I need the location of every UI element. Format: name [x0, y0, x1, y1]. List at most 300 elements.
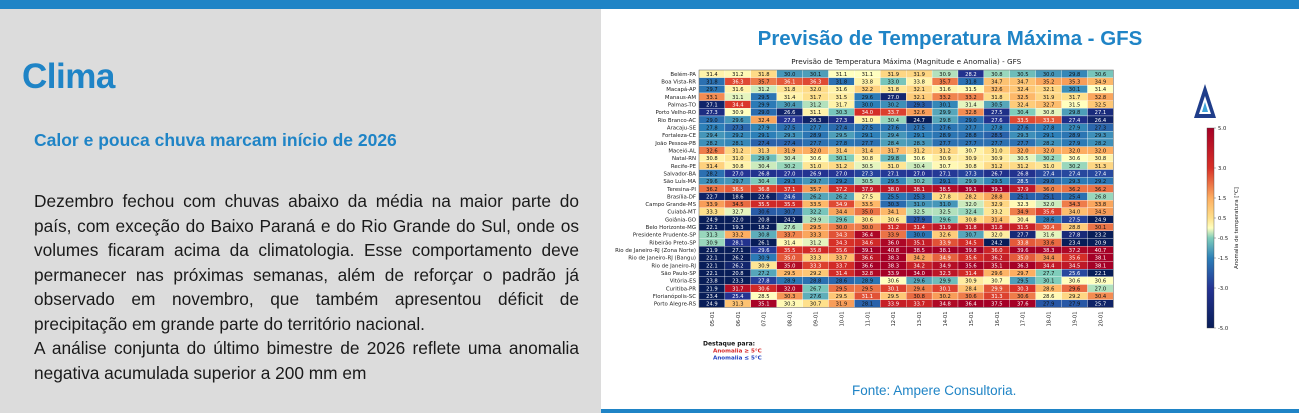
- cell-value: 30.4: [1016, 217, 1029, 224]
- cell-value: 39.6: [1016, 248, 1029, 255]
- cell-value: 27.0: [1094, 286, 1107, 293]
- column-label: 18-01: [1046, 311, 1053, 327]
- cell-value: 29.5: [835, 286, 848, 293]
- cell-value: 27.0: [783, 171, 796, 178]
- cell-value: 31.0: [809, 163, 822, 170]
- cell-value: 27.8: [835, 140, 848, 147]
- cell-value: 36.4: [861, 232, 874, 239]
- cell-value: 21.9: [706, 286, 718, 293]
- cell-value: 29.1: [939, 179, 951, 186]
- cell-value: 30.6: [887, 217, 900, 224]
- cell-value: 30.9: [939, 71, 951, 78]
- cell-value: 24.9: [706, 217, 718, 224]
- cell-value: 30.8: [1042, 110, 1055, 117]
- cell-value: 31.4: [706, 163, 718, 170]
- cell-value: 37.5: [991, 301, 1003, 308]
- chart-title: Previsão de Temperatura Máxima (Magnitude e Anomalia) - GFS: [791, 57, 1022, 66]
- cell-value: 35.0: [1016, 255, 1029, 262]
- cell-value: 35.7: [757, 79, 770, 86]
- cell-value: 33.9: [887, 232, 900, 239]
- cell-value: 27.8: [783, 117, 796, 124]
- cell-value: 28.2: [1094, 140, 1107, 147]
- cell-value: 26.8: [1094, 194, 1107, 201]
- cell-value: 32.6: [939, 232, 951, 239]
- cell-value: 31.8: [706, 79, 718, 86]
- column-label: 10-01: [839, 311, 846, 327]
- cell-value: 34.5: [732, 202, 744, 209]
- cell-value: 26.9: [809, 171, 822, 178]
- cell-value: 32.0: [1068, 148, 1081, 155]
- cell-value: 34.4: [1042, 263, 1055, 270]
- cell-value: 28.2: [965, 194, 977, 201]
- cell-value: 28.2: [706, 171, 718, 178]
- cell-value: 27.3: [965, 171, 977, 178]
- cell-value: 24.6: [783, 194, 796, 201]
- cell-value: 29.3: [1016, 133, 1029, 140]
- cell-value: 32.2: [809, 209, 822, 216]
- cell-value: 31.5: [1068, 102, 1081, 109]
- cell-value: 33.9: [939, 240, 951, 247]
- cell-value: 30.0: [861, 102, 874, 109]
- cell-value: 27.0: [835, 171, 848, 178]
- cell-value: 31.4: [913, 225, 925, 232]
- cell-value: 25.4: [1068, 194, 1081, 201]
- cell-value: 30.8: [965, 163, 977, 170]
- colorbar-tick-label: -5.0: [1218, 326, 1229, 332]
- cell-value: 27.7: [965, 140, 977, 147]
- cell-value: 30.2: [1068, 163, 1081, 170]
- bottom-accent-bar: [601, 409, 1299, 413]
- cell-value: 29.5: [757, 94, 770, 101]
- cell-value: 30.9: [757, 263, 770, 270]
- cell-value: 18.6: [732, 194, 744, 201]
- cell-value: 25.1: [1042, 194, 1055, 201]
- cell-value: 32.0: [1042, 202, 1055, 209]
- cell-value: 27.6: [809, 294, 822, 300]
- cell-value: 29.9: [757, 102, 770, 109]
- cell-value: 32.5: [1016, 94, 1029, 101]
- cell-value: 27.5: [783, 125, 796, 132]
- cell-value: 28.2: [965, 71, 977, 78]
- cell-value: 28.9: [861, 278, 874, 285]
- cell-value: 33.9: [706, 202, 718, 209]
- row-label: São Paulo-SP: [661, 271, 696, 278]
- cell-value: 27.5: [861, 125, 874, 132]
- cell-value: 26.7: [991, 171, 1003, 178]
- row-label: Porto Alegre-RS: [653, 301, 696, 308]
- cell-value: 30.5: [861, 179, 874, 186]
- cell-value: 29.3: [783, 179, 796, 186]
- cell-value: 35.0: [783, 255, 796, 262]
- temperature-heatmap: [601, 56, 1299, 386]
- row-label: Natal-RN: [672, 156, 696, 163]
- row-label: Goiânia-GO: [664, 217, 696, 224]
- cell-value: 29.2: [1094, 179, 1107, 186]
- cell-value: 30.7: [991, 278, 1003, 285]
- cell-value: 38.3: [887, 263, 900, 270]
- cell-value: 27.4: [1094, 171, 1107, 178]
- cell-value: 31.2: [991, 163, 1003, 170]
- cell-value: 31.8: [757, 71, 770, 78]
- cell-value: 34.3: [835, 240, 848, 247]
- cell-value: 29.1: [913, 133, 925, 140]
- cell-value: 27.9: [757, 125, 770, 132]
- cell-value: 30.5: [1016, 156, 1029, 163]
- cell-value: 33.3: [809, 255, 822, 262]
- cell-value: 23.2: [1094, 232, 1107, 239]
- colorbar-tick-label: 0.5: [1218, 216, 1227, 222]
- cell-value: 27.3: [732, 125, 744, 132]
- cell-value: 35.1: [913, 240, 925, 247]
- row-label: Campo Grande-MS: [645, 202, 696, 209]
- cell-value: 31.4: [861, 148, 874, 155]
- cell-value: 32.1: [913, 87, 925, 94]
- cell-value: 27.4: [835, 125, 848, 132]
- cell-value: 22.0: [732, 217, 744, 224]
- cell-value: 31.9: [783, 148, 796, 155]
- cell-value: 38.1: [1094, 263, 1107, 270]
- cell-value: 31.8: [887, 87, 900, 94]
- cell-value: 29.6: [706, 179, 718, 186]
- cell-value: 27.1: [706, 102, 718, 109]
- cell-value: 25.6: [1068, 271, 1081, 278]
- cell-value: 27.8: [1042, 125, 1055, 132]
- cell-value: 30.6: [861, 217, 874, 224]
- cell-value: 27.5: [861, 194, 874, 201]
- row-label: Curitiba-PR: [665, 286, 696, 293]
- column-label: 09-01: [813, 311, 820, 327]
- cell-value: 37.6: [1016, 301, 1029, 308]
- cell-value: 34.6: [861, 240, 874, 247]
- row-label: Ribeirão Preto-SP: [649, 240, 696, 247]
- cell-value: 30.4: [1042, 225, 1055, 232]
- row-label: Rio de Janeiro-RJ: [651, 263, 696, 270]
- cell-value: 34.0: [913, 271, 925, 278]
- cell-value: 22.1: [706, 263, 718, 270]
- cell-value: 28.2: [1042, 140, 1055, 147]
- row-label: Teresina-PI: [667, 186, 696, 193]
- cell-value: 29.5: [835, 133, 848, 140]
- cell-value: 34.5: [1094, 209, 1107, 216]
- cell-value: 26.2: [732, 263, 744, 270]
- cell-value: 33.5: [861, 202, 874, 209]
- cell-value: 33.8: [913, 79, 925, 86]
- cell-value: 38.1: [1094, 255, 1107, 262]
- cell-value: 27.7: [809, 125, 822, 132]
- cell-value: 30.0: [913, 232, 925, 239]
- cell-value: 30.7: [965, 232, 977, 239]
- cell-value: 29.7: [1016, 271, 1029, 278]
- cell-value: 30.2: [887, 102, 900, 109]
- cell-value: 29.3: [783, 133, 796, 140]
- cell-value: 29.7: [809, 179, 822, 186]
- cell-value: 29.9: [757, 156, 770, 163]
- row-label: Macapá-AP: [666, 87, 696, 94]
- cell-value: 37.9: [861, 186, 874, 193]
- cell-value: 31.0: [913, 202, 925, 209]
- cell-value: 30.4: [913, 163, 925, 170]
- cell-value: 33.6: [1042, 240, 1055, 247]
- cell-value: 31.7: [1068, 94, 1081, 101]
- forecast-title: Previsão de Temperatura Máxima - GFS: [757, 27, 1143, 50]
- cell-value: 28.9: [939, 133, 951, 140]
- cell-value: 30.6: [809, 156, 822, 163]
- cell-value: 32.4: [1016, 102, 1029, 109]
- cell-value: 32.0: [1042, 148, 1055, 155]
- row-label: João Pessoa-PB: [655, 140, 696, 147]
- cell-value: 32.5: [1094, 102, 1107, 109]
- cell-value: 38.3: [1042, 248, 1055, 255]
- cell-value: 30.8: [732, 163, 744, 170]
- cell-value: 38.3: [887, 255, 900, 262]
- cell-value: 31.8: [965, 79, 977, 86]
- row-label: Fortaleza-CE: [662, 133, 696, 140]
- cell-value: 30.7: [783, 209, 796, 216]
- cell-value: 22.6: [757, 194, 770, 201]
- colorbar-tick-label: 3.0: [1218, 166, 1227, 172]
- cell-value: 33.5: [809, 202, 822, 209]
- cell-value: 25.7: [1094, 301, 1107, 308]
- cell-value: 30.7: [809, 301, 822, 308]
- cell-value: 29.9: [809, 217, 822, 224]
- cell-value: 29.5: [861, 286, 874, 293]
- cell-value: 37.2: [835, 186, 848, 193]
- cell-value: 30.8: [1094, 156, 1107, 163]
- cell-value: 32.7: [732, 209, 744, 216]
- cell-value: 30.1: [939, 102, 951, 109]
- cell-value: 29.6: [1068, 286, 1081, 293]
- cell-value: 34.2: [913, 255, 925, 262]
- cell-value: 27.0: [913, 171, 925, 178]
- cell-value: 23.3: [732, 278, 744, 285]
- cell-value: 34.2: [913, 263, 925, 270]
- cell-value: 27.9: [1068, 140, 1081, 147]
- cell-value: 24.9: [706, 301, 718, 308]
- cell-value: 31.9: [913, 71, 925, 78]
- cell-value: 23.4: [706, 294, 718, 300]
- cell-value: 31.2: [939, 148, 951, 155]
- cell-value: 31.5: [965, 87, 977, 94]
- cell-value: 29.5: [809, 225, 822, 232]
- cell-value: 31.0: [887, 163, 900, 170]
- cell-value: 34.9: [1016, 209, 1029, 216]
- cell-value: 32.1: [913, 94, 925, 101]
- cell-value: 30.4: [783, 156, 796, 163]
- paragraph-1: Dezembro fechou com chuvas abaixo da média na maior parte do país, com exceção do Baixo Paraná e do Rio Grande do Sul, onde os volumes ficaram acima da climatologia. Esse comportamento deve permanecer nas próximas semanas, além de reforçar o padrão já observado em novembro, que também apresentou déficit de precipitação em grande parte do território nacional.: [34, 191, 579, 334]
- cell-value: 30.7: [965, 148, 977, 155]
- article-panel: [0, 9, 601, 413]
- cell-value: 31.1: [861, 294, 874, 300]
- cell-value: 27.6: [1016, 125, 1029, 132]
- cell-value: 29.6: [991, 271, 1003, 278]
- cell-value: 32.0: [991, 232, 1003, 239]
- cell-value: 29.0: [757, 110, 770, 117]
- cell-value: 34.0: [1068, 209, 1081, 216]
- cell-value: 30.4: [1016, 110, 1029, 117]
- cell-value: 30.6: [1068, 278, 1081, 285]
- cell-value: 31.6: [732, 87, 744, 94]
- legend-item: Anomalia ≤ 5°C: [713, 355, 762, 362]
- cell-value: 31.2: [887, 225, 900, 232]
- cell-value: 32.0: [809, 87, 822, 94]
- row-label: Rio de Janeiro-RJ (Zona Norte): [615, 248, 696, 255]
- cell-value: 38.5: [939, 186, 951, 193]
- cell-value: 36.2: [1094, 186, 1107, 193]
- row-label: Vitória-ES: [669, 278, 696, 285]
- cell-value: 33.7: [835, 255, 848, 262]
- cell-value: 35.6: [1042, 209, 1055, 216]
- cell-value: 31.4: [706, 71, 718, 78]
- cell-value: 30.3: [887, 202, 900, 209]
- cell-value: 29.9: [991, 286, 1003, 293]
- cell-value: 33.3: [706, 209, 718, 216]
- cell-value: 27.7: [991, 140, 1003, 147]
- cell-value: 31.4: [1094, 87, 1107, 94]
- cell-value: 31.8: [991, 225, 1003, 232]
- cell-value: 36.6: [861, 255, 874, 262]
- cell-value: 27.4: [757, 140, 770, 147]
- cell-value: 31.1: [809, 110, 822, 117]
- colorbar-label: Anomalia de temperatura [°C]: [1234, 187, 1240, 269]
- column-label: 13-01: [917, 311, 924, 327]
- cell-value: 22.1: [706, 225, 718, 232]
- cell-value: 29.6: [732, 117, 744, 124]
- cell-value: 27.6: [783, 225, 796, 232]
- column-label: 14-01: [943, 311, 950, 327]
- cell-value: 35.5: [757, 202, 770, 209]
- cell-value: 27.7: [1016, 232, 1029, 239]
- cell-value: 35.8: [809, 248, 822, 255]
- cell-value: 39.1: [861, 248, 874, 255]
- colorbar: [1207, 128, 1214, 328]
- cell-value: 27.9: [1068, 301, 1081, 308]
- cell-value: 30.6: [913, 156, 925, 163]
- cell-value: 31.2: [809, 240, 822, 247]
- cell-value: 31.8: [991, 94, 1003, 101]
- cell-value: 29.5: [1016, 278, 1029, 285]
- cell-value: 34.4: [1042, 255, 1055, 262]
- source-caption: Fonte: Ampere Consultoria.: [852, 383, 1017, 398]
- cell-value: 24.9: [1094, 217, 1107, 224]
- cell-value: 30.9: [939, 156, 951, 163]
- cell-value: 30.9: [732, 110, 744, 117]
- cell-value: 29.8: [887, 156, 900, 163]
- cell-value: 31.7: [887, 148, 900, 155]
- cell-value: 35.5: [783, 202, 796, 209]
- cell-value: 20.8: [757, 217, 770, 224]
- cell-value: 30.6: [887, 278, 900, 285]
- cell-value: 32.4: [757, 117, 770, 124]
- cell-value: 33.7: [887, 110, 900, 117]
- cell-value: 23.4: [1068, 240, 1081, 247]
- cell-value: 31.0: [732, 156, 744, 163]
- cell-value: 31.8: [965, 225, 977, 232]
- cell-value: 26.2: [809, 194, 822, 201]
- cell-value: 22.1: [706, 271, 718, 278]
- column-label: 08-01: [787, 311, 794, 327]
- cell-value: 27.1: [939, 171, 951, 178]
- cell-value: 36.2: [991, 255, 1003, 262]
- cell-value: 34.3: [1068, 202, 1081, 209]
- row-label: Belo Horizonte-MG: [645, 225, 696, 232]
- cell-value: 31.7: [835, 102, 848, 109]
- column-label: 11-01: [865, 311, 872, 327]
- cell-value: 27.8: [939, 194, 951, 201]
- cell-value: 29.3: [1094, 133, 1107, 140]
- cell-value: 36.0: [1042, 186, 1055, 193]
- cell-value: 27.5: [991, 110, 1003, 117]
- cell-value: 33.5: [1016, 117, 1029, 124]
- cell-value: 34.4: [835, 209, 848, 216]
- cell-value: 28.9: [1068, 133, 1081, 140]
- cell-value: 33.3: [809, 263, 822, 270]
- cell-value: 27.8: [706, 125, 718, 132]
- cell-value: 31.2: [732, 71, 744, 78]
- cell-value: 34.5: [1068, 263, 1081, 270]
- cell-value: 28.8: [809, 278, 822, 285]
- cell-value: 29.4: [913, 286, 925, 293]
- cell-value: 30.9: [757, 255, 770, 262]
- cell-value: 33.7: [835, 263, 848, 270]
- cell-value: 27.3: [706, 110, 718, 117]
- cell-value: 33.2: [939, 94, 951, 101]
- cell-value: 29.2: [1068, 294, 1081, 300]
- cell-value: 34.9: [1094, 79, 1107, 86]
- cell-value: 31.8: [783, 87, 796, 94]
- cell-value: 36.5: [732, 186, 744, 193]
- cell-value: 26.6: [783, 110, 796, 117]
- cell-value: 32.6: [913, 110, 925, 117]
- section-heading: Clima: [22, 57, 115, 96]
- cell-value: 27.6: [887, 125, 900, 132]
- cell-value: 28.5: [1016, 179, 1029, 186]
- cell-value: 29.0: [965, 117, 977, 124]
- cell-value: 27.8: [757, 278, 770, 285]
- cell-value: 28.1: [861, 301, 874, 308]
- cell-value: 30.6: [1016, 294, 1029, 300]
- cell-value: 31.2: [835, 163, 848, 170]
- cell-value: 27.9: [1068, 125, 1081, 132]
- colorbar-tick-label: 1.5: [1218, 196, 1227, 202]
- cell-value: 20.9: [1094, 240, 1107, 247]
- cell-value: 31.0: [939, 202, 951, 209]
- colorbar-tick-label: -0.5: [1218, 236, 1229, 242]
- cell-value: 29.8: [939, 117, 951, 124]
- legend-item: Anomalia ≥ 5°C: [713, 348, 762, 355]
- row-label: Brasília-DF: [666, 194, 696, 201]
- cell-value: 36.3: [1016, 263, 1029, 270]
- cell-value: 31.3: [1094, 163, 1107, 170]
- cell-value: 29.9: [939, 278, 951, 285]
- row-label: Cuiabá-MT: [667, 209, 696, 216]
- row-label: Maceió-AL: [668, 148, 696, 155]
- cell-value: 29.2: [835, 179, 848, 186]
- cell-value: 32.8: [1094, 94, 1107, 101]
- article-subheading: Calor e pouca chuva marcam início de 2026: [34, 130, 397, 150]
- column-label: 20-01: [1098, 311, 1105, 327]
- cell-value: 30.2: [783, 163, 796, 170]
- cell-value: 34.9: [939, 255, 951, 262]
- cell-value: 37.1: [783, 186, 796, 193]
- cell-value: 25.1: [1016, 194, 1029, 201]
- cell-value: 32.3: [1016, 202, 1029, 209]
- cell-value: 28.1: [732, 240, 744, 247]
- cell-value: 36.2: [1068, 186, 1081, 193]
- cell-value: 36.0: [887, 240, 900, 247]
- cell-value: 32.3: [939, 271, 951, 278]
- cell-value: 30.8: [861, 156, 874, 163]
- cell-value: 30.0: [835, 225, 848, 232]
